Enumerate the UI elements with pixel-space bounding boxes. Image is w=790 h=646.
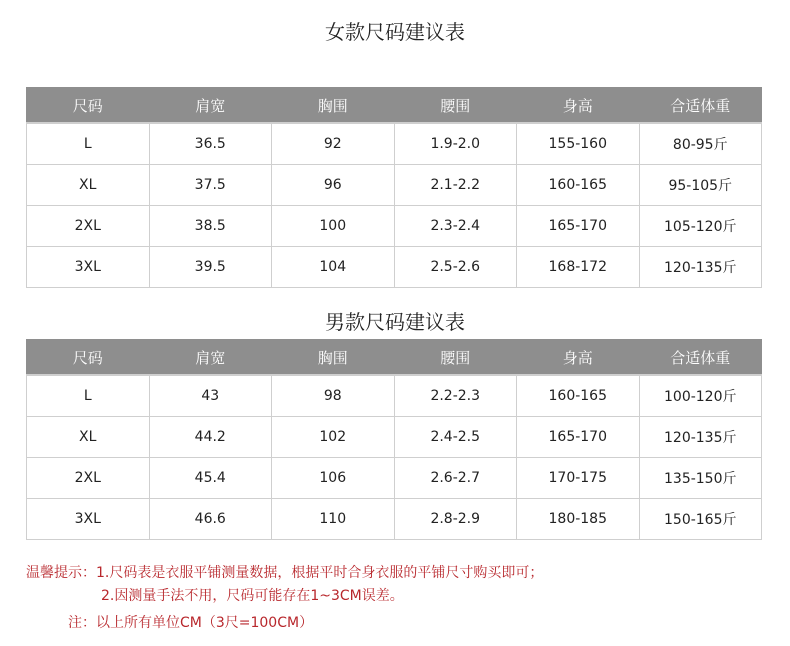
header-size: 尺码 [27,88,150,124]
cell-chest: 106 [272,458,395,499]
cell-weight: 135-150斤 [639,458,762,499]
table-row [27,165,762,206]
header-waist: 腰围 [394,88,517,124]
cell-waist: 2.1-2.2 [394,165,517,206]
cell-weight: 105-120斤 [639,206,762,247]
cell-chest: 92 [272,123,395,165]
cell-waist: 2.6-2.7 [394,458,517,499]
cell-weight: 120-135斤 [639,417,762,458]
header-height: 身高 [517,340,640,376]
men-size-chart-title: 男款尺码建议表 [325,310,465,334]
table-row [27,499,762,540]
measurement-tip-line-2: 2.因测量手法不用，尺码可能存在1~3CM误差。 [101,588,404,604]
cell-height: 180-185 [517,499,640,540]
table-row [27,458,762,499]
header-weight: 合适体重 [639,340,762,376]
table-row [27,375,762,417]
women-size-chart-title: 女款尺码建议表 [325,20,465,44]
cell-size: 3XL [27,247,150,288]
unit-note: 注：以上所有单位CM（3尺=100CM） [68,615,314,631]
cell-weight: 150-165斤 [639,499,762,540]
header-chest: 胸围 [272,340,395,376]
women-size-table [26,87,762,288]
cell-chest: 96 [272,165,395,206]
header-height: 身高 [517,88,640,124]
cell-size: XL [27,165,150,206]
cell-height: 170-175 [517,458,640,499]
cell-waist: 2.3-2.4 [394,206,517,247]
header-chest: 胸围 [272,88,395,124]
table-row [27,247,762,288]
cell-waist: 1.9-2.0 [394,123,517,165]
cell-height: 165-170 [517,206,640,247]
cell-height: 155-160 [517,123,640,165]
cell-shoulder: 36.5 [149,123,272,165]
cell-weight: 100-120斤 [639,375,762,417]
header-waist: 腰围 [394,340,517,376]
cell-waist: 2.2-2.3 [394,375,517,417]
cell-height: 160-165 [517,165,640,206]
cell-size: XL [27,417,150,458]
cell-shoulder: 39.5 [149,247,272,288]
cell-weight: 80-95斤 [639,123,762,165]
cell-shoulder: 45.4 [149,458,272,499]
cell-size: 2XL [27,206,150,247]
cell-weight: 95-105斤 [639,165,762,206]
cell-height: 165-170 [517,417,640,458]
cell-shoulder: 38.5 [149,206,272,247]
table-row [27,206,762,247]
cell-height: 160-165 [517,375,640,417]
cell-chest: 102 [272,417,395,458]
table-header-row [27,340,762,376]
table-header-row [27,88,762,124]
cell-waist: 2.8-2.9 [394,499,517,540]
cell-chest: 100 [272,206,395,247]
cell-size: 2XL [27,458,150,499]
men-size-table [26,339,762,540]
header-weight: 合适体重 [639,88,762,124]
cell-chest: 110 [272,499,395,540]
cell-size: 3XL [27,499,150,540]
cell-shoulder: 46.6 [149,499,272,540]
header-size: 尺码 [27,340,150,376]
cell-size: L [27,123,150,165]
table-row [27,123,762,165]
cell-shoulder: 44.2 [149,417,272,458]
cell-size: L [27,375,150,417]
cell-chest: 98 [272,375,395,417]
cell-waist: 2.5-2.6 [394,247,517,288]
cell-shoulder: 37.5 [149,165,272,206]
cell-shoulder: 43 [149,375,272,417]
cell-chest: 104 [272,247,395,288]
cell-height: 168-172 [517,247,640,288]
header-shoulder: 肩宽 [149,88,272,124]
cell-weight: 120-135斤 [639,247,762,288]
header-shoulder: 肩宽 [149,340,272,376]
cell-waist: 2.4-2.5 [394,417,517,458]
measurement-tip-line-1: 温馨提示：1.尺码表是衣服平铺测量数据，根据平时合身衣服的平铺尺寸购买即可； [26,565,544,581]
table-row [27,417,762,458]
